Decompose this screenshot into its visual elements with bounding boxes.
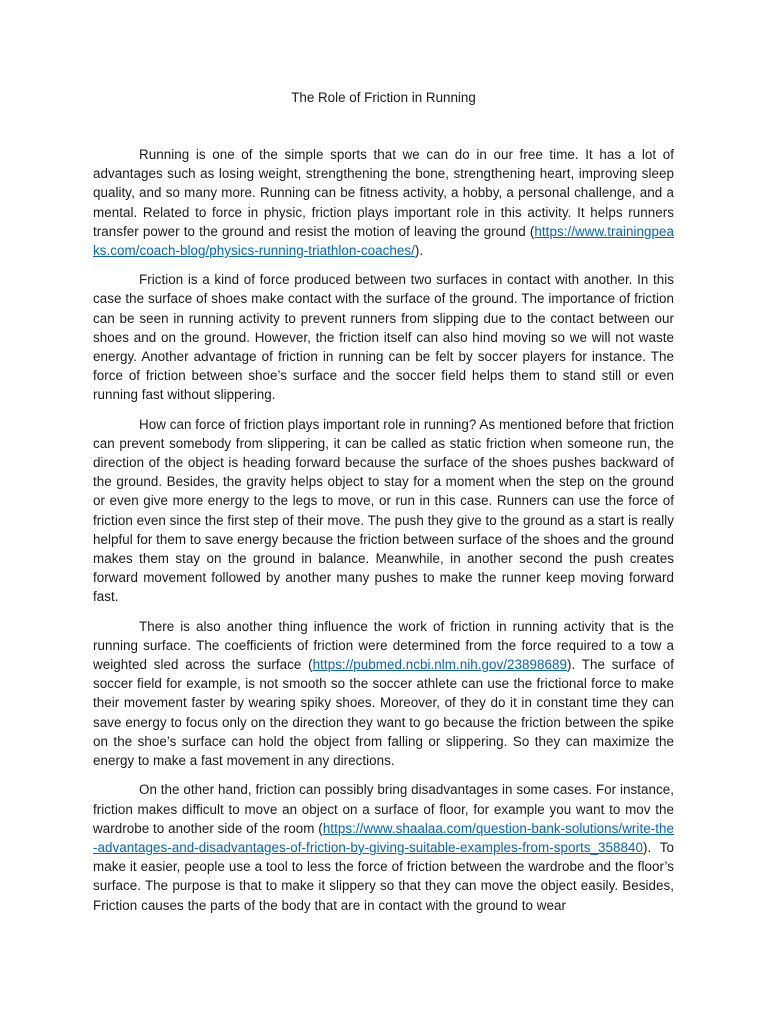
paragraph-2: Friction is a kind of force produced between two surfaces in contact with another. In this case the surface of shoes make contact with the surface of the ground. The importance of friction can be seen in running activity to prevent runners from slipping due to the contact between our shoes and on the ground. However, the friction itself can also hind moving so we will not waste energy. Another advantage of friction in running can be felt by soccer players for instance. The force of friction between shoe’s surface and the soccer field helps them to stand still or even running fast without slippering. bbox=[93, 272, 674, 403]
pubmed-link[interactable]: https://pubmed.ncbi.nlm.nih.gov/23898689 bbox=[312, 657, 568, 673]
paragraph-text: There is also another thing influence the work of friction in running activity that is the running surface. The coefficients of friction were determined from the force required to a tow a weighted sled across the surface ( bbox=[93, 618, 674, 673]
document-body bbox=[93, 88, 674, 925]
paragraph-1 bbox=[93, 145, 674, 260]
paragraph-text: On the other hand, friction can possibly bring disadvantages in some cases. For instance, friction makes difficult to move an object on a surface of floor, for example you want to mov the wardrobe to another side of the room ( bbox=[93, 782, 674, 836]
paragraph-text: ). To make it easier, people use a tool to less the force of friction between the wardrobe and the floor’s surface. The purpose is that to make it slippery so that they can move the object easily. Besides, Friction causes the parts of the body that are in contact with the ground to wear bbox=[93, 839, 674, 913]
paragraph-text: ). The surface of soccer field for example, is not smooth so the soccer athlete can use the frictional force to make their movement faster by wearing spiky shoes. Moreover, of they do it in constant time they can save energy to focus only on the direction they want to go because the friction between the spike on the shoe’s surface can hold the object from falling or slippering. So they can maximize the energy to make a fast movement in any directions. bbox=[93, 657, 674, 769]
document-title: The Role of Friction in Running bbox=[291, 90, 476, 105]
paragraph-3: How can force of friction plays important role in running? As mentioned before that friction can prevent somebody from slippering, it can be called as static friction when someone run, the direction of the object is heading forward because the surface of the shoes pushes backward of the ground. Besides, the gravity helps object to stay for a moment when the step on the ground or even give more energy to the legs to move, or run in this case. Runners can use the force of friction even since the first step of their move. The push they give to the ground as a start is really helpful for them to save energy because the friction between surface of the shoes and the ground makes them stay on the ground in balance. Meanwhile, in another second the push creates forward movement followed by another many pushes to make the runner keep moving forward fast. bbox=[93, 416, 674, 605]
paragraph-4 bbox=[93, 617, 674, 771]
paragraph-5 bbox=[93, 780, 674, 914]
shaalaa-link[interactable]: https://www.shaalaa.com/question-bank-solutions/write-the-advantages-and-disadvantages-of-friction-by-giving-suitable-examples-from-sports_358840 bbox=[93, 820, 674, 855]
paragraph-text: ). bbox=[414, 243, 424, 259]
trainingpeaks-link[interactable]: https://www.trainingpeaks.com/coach-blog/physics-running-triathlon-coaches/ bbox=[93, 223, 674, 259]
paragraph-text: Running is one of the simple sports that we can do in our free time. It has a lot of advantages such as losing weight, strengthening the bone, strengthening heart, improving sleep quality, and so many more. Running can be fitness activity, a hobby, a personal challenge, and a mental. Related to force in physic, friction plays important role in this activity. It helps runners transfer power to the ground and resist the motion of leaving the ground ( bbox=[93, 147, 674, 239]
